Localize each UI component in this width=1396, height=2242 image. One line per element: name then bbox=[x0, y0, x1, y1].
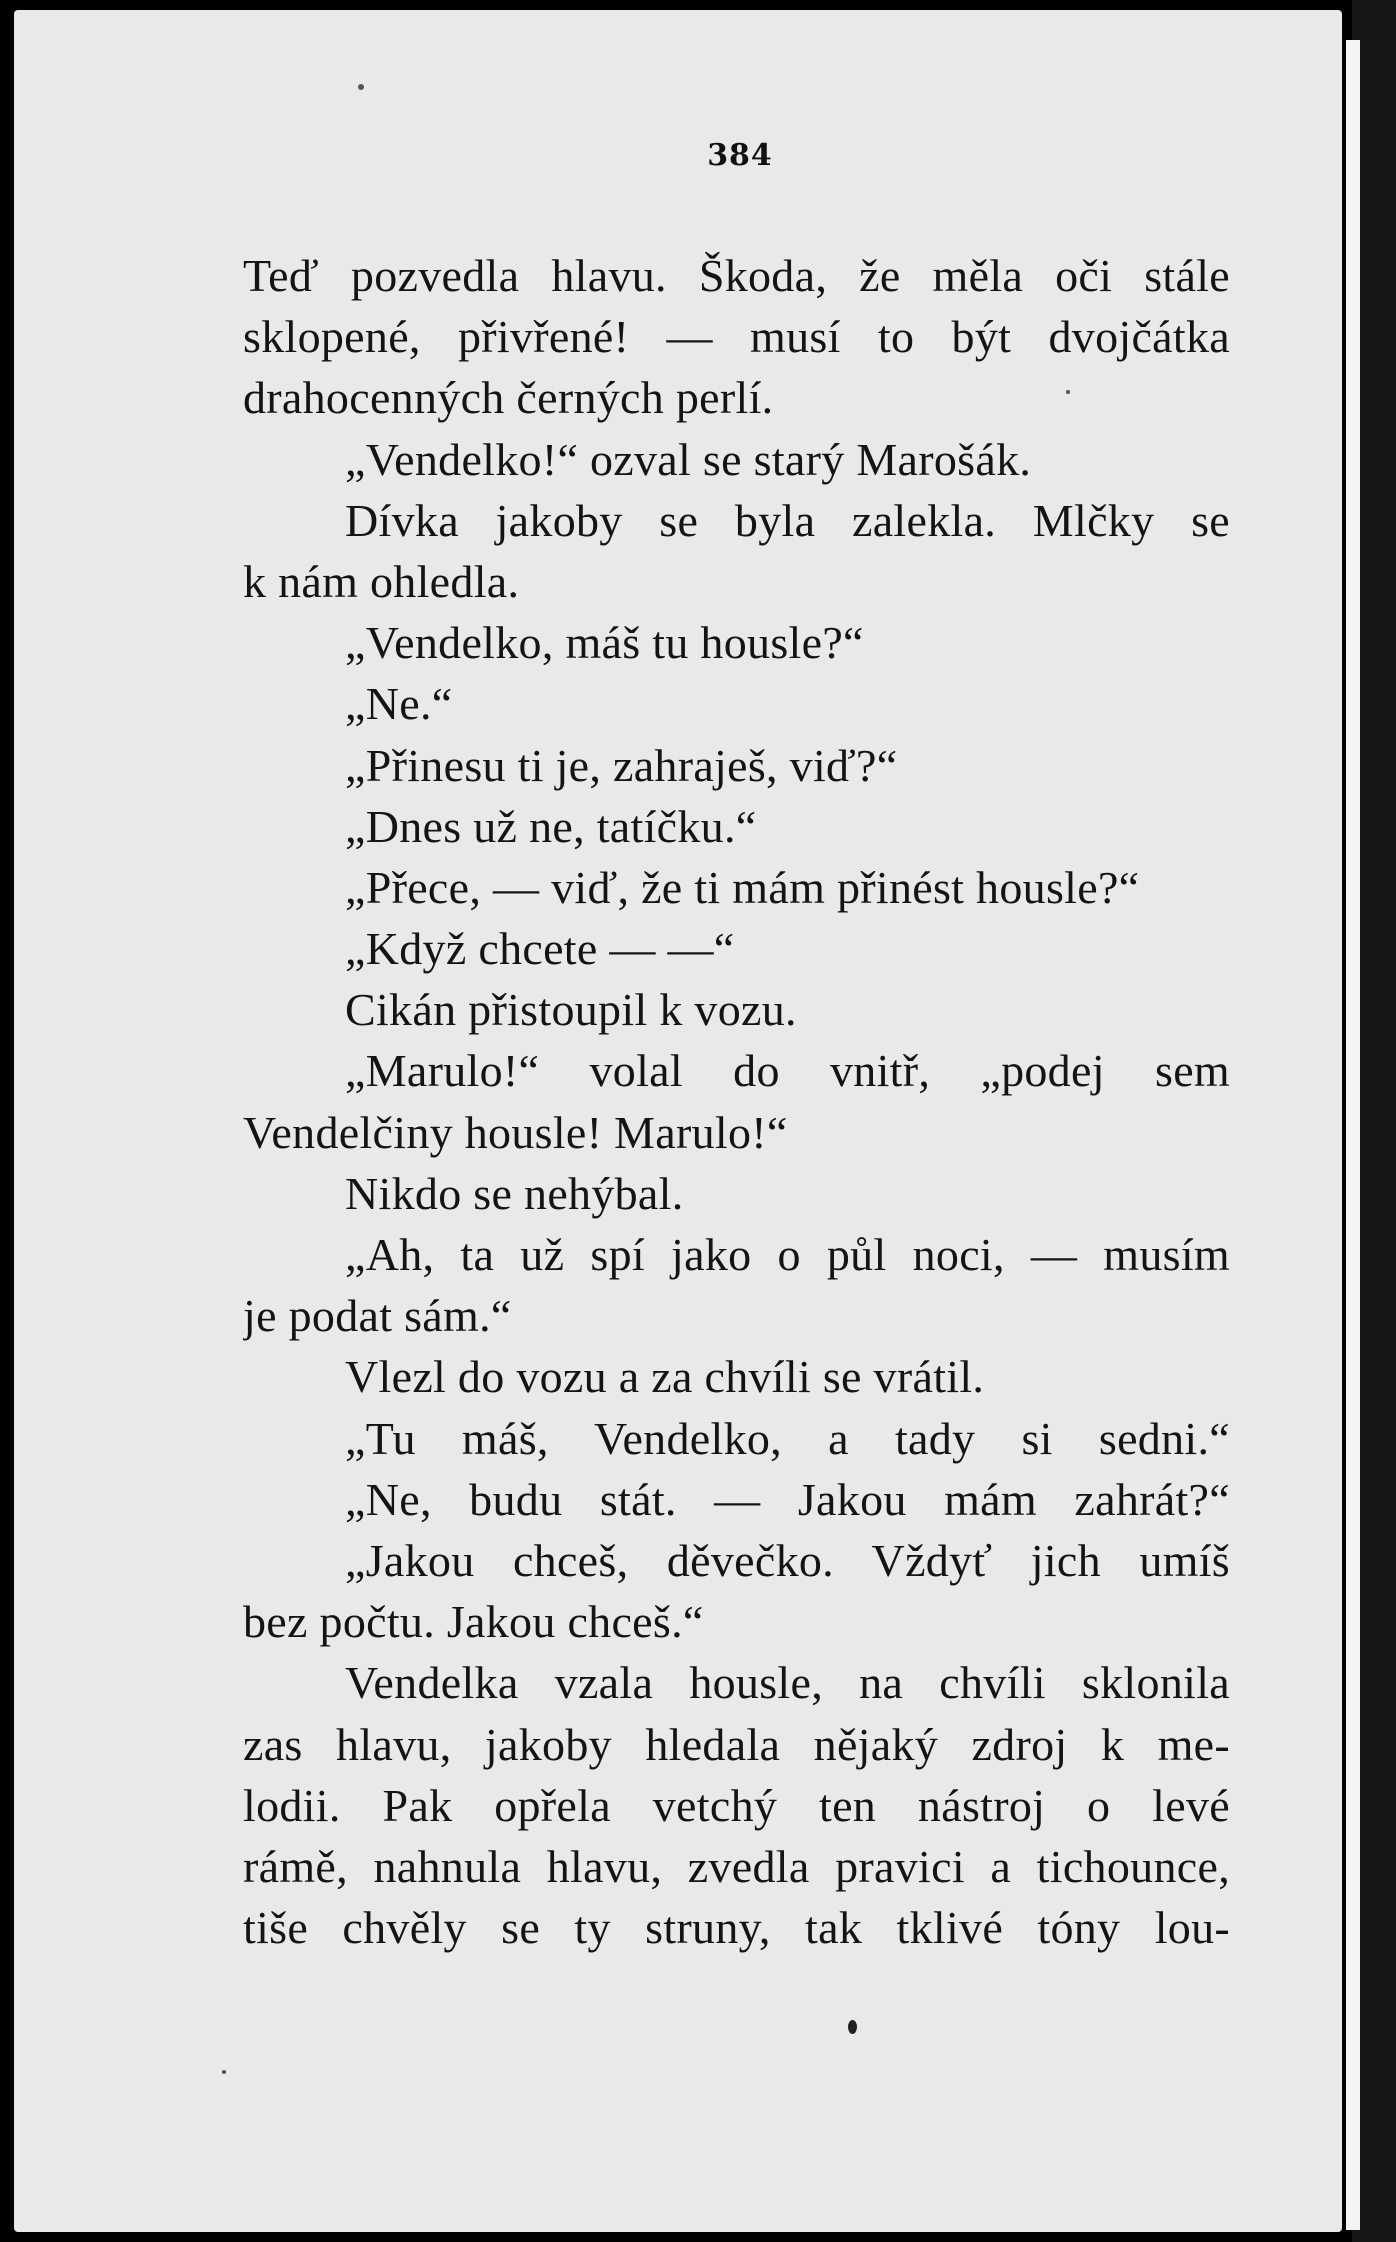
page-number: 384 bbox=[707, 138, 773, 173]
text-line: k nám ohledla. bbox=[243, 555, 520, 607]
text-line: „Přece, — viď, že ti mám přinést housle?“ bbox=[345, 861, 1140, 913]
text-line: „Vendelko!“ ozval se starý Marošák. bbox=[345, 433, 1032, 485]
text-line: Dívka jakoby se byla zalekla. Mlčky se bbox=[345, 494, 1230, 546]
body-text bbox=[243, 245, 1230, 1958]
text-line: „Ah, ta už spí jako o půl noci, — musím bbox=[345, 1229, 1230, 1280]
text-line: „Když chcete — —“ bbox=[345, 923, 735, 975]
ink-speck bbox=[222, 2070, 226, 2074]
text-line: Vlezl do vozu a za chvíli se vrátil. bbox=[345, 1351, 985, 1403]
text-line: tiše chvěly se ty struny, tak tklivé tóny lou- bbox=[243, 1902, 1230, 1954]
text-line: „Ne, budu stát. — Jakou mám zahrát?“ bbox=[345, 1473, 1230, 1525]
text-line: „Vendelko, máš tu housle?“ bbox=[345, 617, 864, 669]
ink-speck bbox=[848, 2020, 857, 2034]
text-line: zas hlavu, jakoby hledala nějaký zdroj k me- bbox=[243, 1718, 1230, 1770]
text-line: „Marulo!“ volal do vnitř, „podej sem bbox=[345, 1045, 1230, 1097]
text-line: bez počtu. Jakou chceš.“ bbox=[243, 1596, 704, 1648]
text-line: sklopené, přivřené! — musí to být dvojčátka bbox=[243, 311, 1230, 363]
text-line: je podat sám.“ bbox=[243, 1290, 512, 1342]
text-line: Vendelka vzala housle, na chvíli sklonila bbox=[345, 1657, 1230, 1709]
text-line: Cikán přistoupil k vozu. bbox=[345, 984, 797, 1036]
text-line: „Ne.“ bbox=[345, 678, 453, 730]
page-edge-strip bbox=[1346, 40, 1360, 2230]
text-line: Nikdo se nehýbal. bbox=[345, 1167, 684, 1219]
ink-speck bbox=[358, 84, 364, 90]
text-line: „Tu máš, Vendelko, a tady si sedni.“ bbox=[345, 1412, 1230, 1464]
text-line: rámě, nahnula hlavu, zvedla pravici a tichounce, bbox=[243, 1840, 1230, 1892]
text-line: „Dnes už ne, tatíčku.“ bbox=[345, 800, 757, 852]
text-line: „Jakou chceš, děvečko. Vždyť jich umíš bbox=[345, 1534, 1230, 1586]
text-line: Vendelčiny housle! Marulo!“ bbox=[243, 1106, 788, 1158]
text-line: Teď pozvedla hlavu. Škoda, že měla oči stále bbox=[243, 250, 1230, 301]
text-line: lodii. Pak opřela vetchý ten nástroj o levé bbox=[243, 1779, 1230, 1831]
text-line: „Přinesu ti je, zahraješ, viď?“ bbox=[345, 739, 898, 791]
text-line: drahocenných černých perlí. bbox=[243, 372, 774, 424]
